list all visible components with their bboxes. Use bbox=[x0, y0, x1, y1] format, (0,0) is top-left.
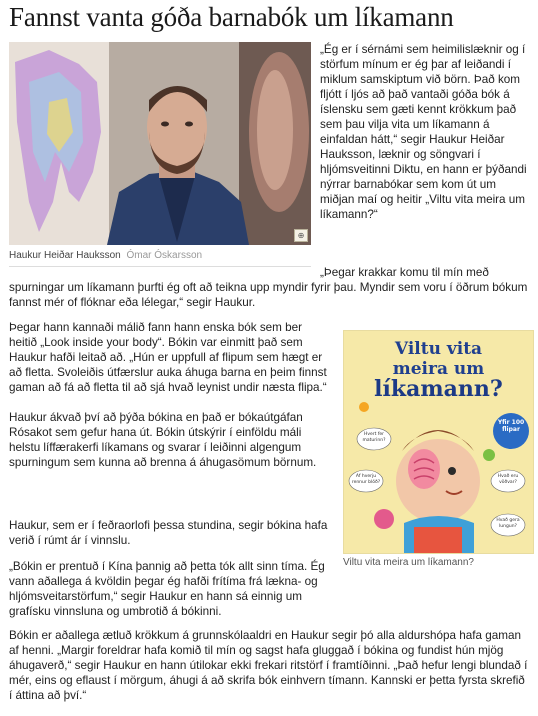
photo-caption bbox=[9, 250, 311, 261]
portrait-image bbox=[9, 42, 311, 245]
book-bubble-4: Hvað gera lungun? bbox=[496, 518, 520, 529]
paragraph-5: Haukur, sem er í feðraorlofi þessa stundina, segir bókina hafa verið í rúmt ár í vinnslu. bbox=[9, 519, 328, 547]
book-badge: Yfir 100 flipar bbox=[497, 419, 525, 433]
paragraph-7: Bókin er aðallega ætluð krökkum á grunnskólaaldri en Haukur segir þó alla aldurshópa hafa gaman af henni. „Margir foreldrar hafa komið til mín og sagst hafa gluggað í bókina og fundist hún mjög áhugaverð,“ segir Haukur en hann útilokar ekki frekari ritstörf í framtíðinni. „Það hefur lengi blundað í mér, eins og eflaust í mörgum, áhugi á að skrifa bók einhvern tímann. Kannski er þetta fyrsta skrefið í áttina að því.“ bbox=[9, 629, 528, 702]
book-bubble-1: Hvert fer maturinn? bbox=[362, 432, 386, 443]
book-cover-image[interactable] bbox=[343, 330, 534, 554]
paragraph-4: Haukur ákvað því að þýða bókina en það er bókaútgáfan Rósakot sem gefur hana út. Bókin útskýrir í einföldu máli helstu líffærakerfi líkamans og svarar í leiðinni algengum spurningum sem kunna að brenna á áhugasömum börnum. bbox=[9, 411, 317, 469]
paragraph-2: „Þegar krakkar komu til mín með spurningar um líkamann þurfti ég oft að teikna upp myndir fyrir þau. Myndir sem voru í öðrum bókum fannst mér of flóknar eða lélegar,“ segir Haukur. bbox=[9, 266, 528, 309]
paragraph-6: „Bókin er prentuð í Kína þannig að þetta tók allt sinn tíma. Ég vann aðallega á kvöldin þegar ég hafði frítíma frá lækna- og hljómsveitarstörfum,“ segir Haukur en hann sá einnig um grafísku vinnsluna og umbrotið á bókinni. bbox=[9, 560, 325, 618]
book-bubble-3: Hvað eru vöðvar? bbox=[497, 474, 519, 485]
book-cover-caption: Viltu vita meira um líkamann? bbox=[343, 557, 474, 568]
book-title-line-2: meira um bbox=[392, 359, 485, 379]
book-title-line-1: Viltu vita bbox=[394, 339, 483, 359]
book-cover-title bbox=[344, 339, 533, 402]
paragraph-1: „Ég er í sérnámi sem heimilislæknir og í störfum mínum er ég þar af leiðandi í miklum samskiptum við börn. Það kom fljótt í ljós að það vantaði góða bók á íslensku sem gæti kennt krökkum það sem þau vilja vita um líkamann á einfaldan hátt,“ segir Haukur Heiðar Hauksson, læknir og söngvari í hljómsveitinni Diktu, en hann er þýðandi nýrrar barnabókar sem kom út um miðjan maí og heitir „Viltu vita meira um líkamann?“ bbox=[320, 43, 527, 221]
paragraph-3: Þegar hann kannaði málið fann hann enska bók sem ber heitið „Look inside your body“. Bókin var einmitt það sem Haukur hafði leitað að. „Hún er uppfull af flipum sem hægt er að fletta. Svoleiðis útfærslur auka áhuga barna en þeim finnst gaman að fá að fletta til að sjá hvað leynist undir næsta flipa.“ bbox=[9, 321, 327, 394]
headline: Fannst vanta góða barnabók um líkamann bbox=[9, 2, 454, 32]
photo-credit: Ómar Óskarsson bbox=[126, 250, 203, 261]
magnify-icon[interactable]: ⊕ bbox=[294, 229, 308, 242]
article-photo[interactable] bbox=[9, 42, 311, 245]
book-bubble-2: Af hverju rennur blóð? bbox=[351, 474, 381, 485]
photo-caption-name: Haukur Heiðar Hauksson bbox=[9, 250, 121, 261]
book-title-line-3: líkamann? bbox=[374, 376, 503, 402]
